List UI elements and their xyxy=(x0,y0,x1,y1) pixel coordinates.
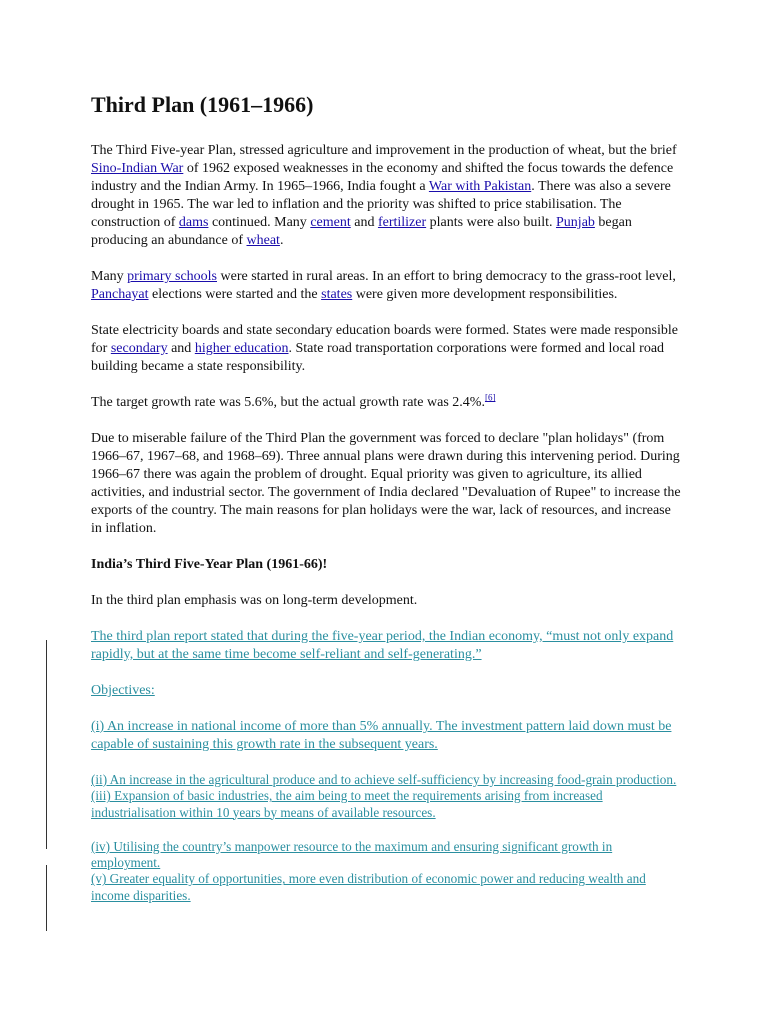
document-page xyxy=(91,90,681,922)
objectives-label: Objectives: xyxy=(91,683,155,698)
link-panchayat[interactable]: Panchayat xyxy=(91,287,149,302)
link-war-with-pakistan[interactable]: War with Pakistan xyxy=(428,179,532,194)
paragraph-schools: Many primary schools were started in rural areas. In an effort to bring democracy to the grass-root level, Panchayat elections were started and the states were given more development responsibilities. xyxy=(91,269,676,302)
section-subheading: India’s Third Five-Year Plan (1961-66)! xyxy=(91,557,328,572)
link-fertilizer[interactable]: fertilizer xyxy=(377,215,427,230)
reference-link[interactable]: [6] xyxy=(484,392,496,403)
paragraph-emphasis: In the third plan emphasis was on long-term development. xyxy=(91,593,418,608)
objective-2: (ii) An increase in the agricultural produce and to achieve self-sufficiency by increasing food-grain production. xyxy=(91,772,677,787)
objective-5: (v) Greater equality of opportunities, more even distribution of economic power and reducing wealth and income disparities. xyxy=(91,871,646,903)
objective-1: (i) An increase in national income of more than 5% annually. The investment pattern laid down must be capable of sustaining this growth rate in the subsequent years. xyxy=(91,719,672,752)
link-higher-education[interactable]: higher education xyxy=(194,341,289,356)
margin-mark-top xyxy=(46,640,47,849)
link-cement[interactable]: cement xyxy=(310,215,351,230)
paragraph-plan-holidays: Due to miserable failure of the Third Plan the government was forced to declare "plan holidays" (from 1966–67, 1967–68, and 1968–69). Three annual plans were drawn during this intervening period. During 1966–67 there was again the problem of drought. Equal priority was given to agriculture, its allied activities, and industrial sector. The government of India declared "Devaluation of Rupee" to increase the exports of the country. The main reasons for plan holidays were the war, lack of resources, and increase in inflation. xyxy=(91,431,681,536)
link-punjab[interactable]: Punjab xyxy=(556,215,595,230)
link-primary-schools[interactable]: primary schools xyxy=(127,269,217,284)
objective-4: (iv) Utilising the country’s manpower resource to the maximum and ensuring significant growth in employment. xyxy=(91,838,613,871)
page-title: Third Plan (1961–1966) xyxy=(91,92,314,117)
link-dams[interactable]: dams xyxy=(178,215,209,230)
paragraph-boards: State electricity boards and state secondary education boards were formed. States were made responsible for secondary and higher education. State road transportation corporations were formed and local road building became a state responsibility. xyxy=(91,323,679,374)
link-secondary[interactable]: secondary xyxy=(110,341,168,356)
quote-paragraph: The third plan report stated that during the five-year period, the Indian economy, “must not only expand rapidly, but at the same time become self-reliant and self-generating.” xyxy=(91,629,674,662)
margin-mark-bottom xyxy=(46,865,47,931)
link-sino-indian-war[interactable]: Sino-Indian War xyxy=(91,161,184,176)
link-wheat[interactable]: wheat xyxy=(246,233,280,248)
paragraph-growth-rate: The target growth rate was 5.6%, but the actual growth rate was 2.4%.[6] xyxy=(91,392,496,410)
link-states[interactable]: states xyxy=(321,287,353,302)
objective-3: (iii) Expansion of basic industries, the aim being to meet the requirements arising from increased industrialisation within 10 years by means of available resources. xyxy=(91,788,603,820)
paragraph-overview: The Third Five-year Plan, stressed agriculture and improvement in the production of wheat, but the brief Sino-Indian War of 1962 exposed weaknesses in the economy and shifted the focus towards the defence industry and the Indian Army. In 1965–1966, India fought a War with Pakistan. There was also a severe drought in 1965. The war led to inflation and the priority was shifted to price stabilisation. The construction of dams continued. Many cement and fertilizer plants were also built. Punjab began producing an abundance of wheat. xyxy=(91,143,677,248)
